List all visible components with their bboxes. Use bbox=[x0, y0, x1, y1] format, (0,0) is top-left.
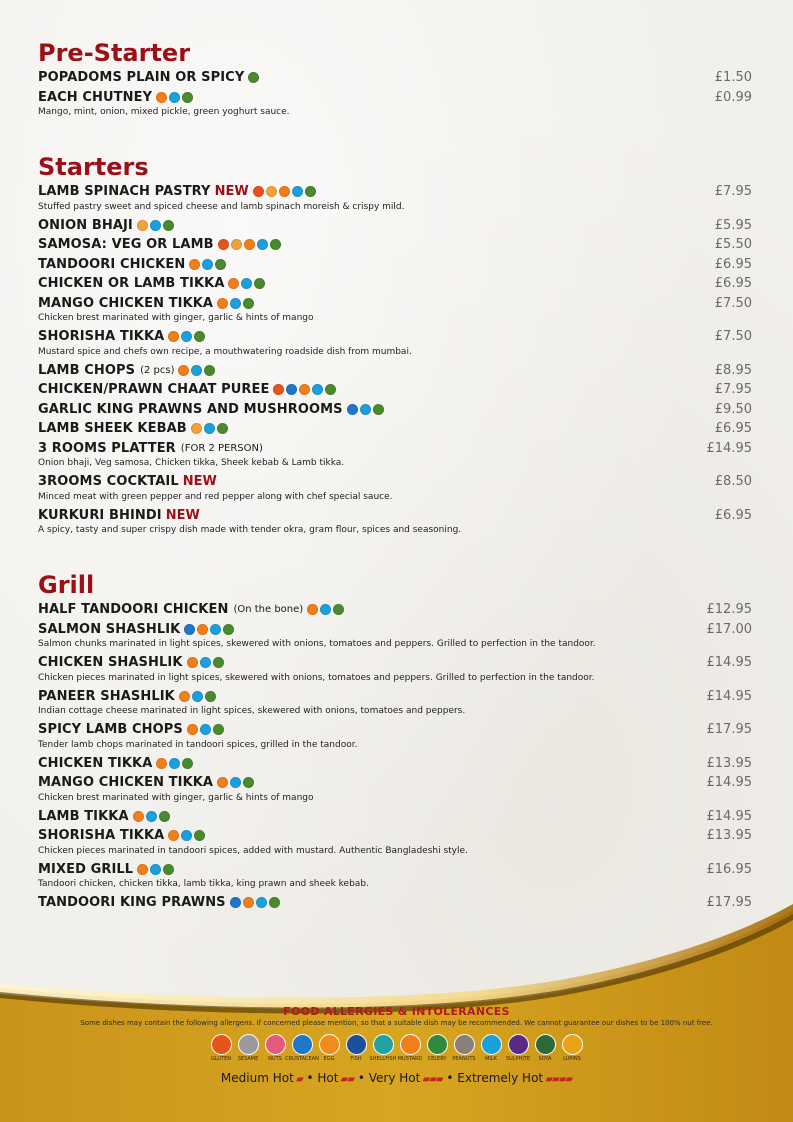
dish-description: Mango, mint, onion, mixed pickle, green yoghurt sauce. bbox=[38, 107, 290, 117]
allergen-icons bbox=[217, 298, 254, 309]
dish-price: £12.95 bbox=[706, 602, 752, 618]
allergy-subtitle: Some dishes may contain the following allergens. If concerned please mention, so that a suitable dish may be recommended. We cannot guarantee our dishes to be 100% nut free. bbox=[80, 1019, 713, 1027]
dish-description: Chicken brest marinated with ginger, garlic & hints of mango bbox=[38, 792, 314, 803]
menu-item bbox=[38, 68, 752, 88]
menu-item-row bbox=[38, 216, 752, 236]
allergen-shellfish bbox=[371, 1034, 395, 1062]
section-title: Grill bbox=[38, 571, 95, 599]
chili-icon: ▰▰ bbox=[338, 1074, 355, 1085]
dish-name: SHORISHA TIKKA bbox=[38, 828, 165, 844]
dish-name: CHICKEN TIKKA bbox=[38, 755, 153, 771]
menu-item bbox=[38, 860, 752, 891]
dish-price: £5.95 bbox=[714, 217, 752, 233]
vegan-green-icon bbox=[182, 92, 193, 103]
new-badge: NEW bbox=[214, 184, 249, 200]
dish-description: A spicy, tasty and super crispy dish made with tender okra, gram flour, spices and seasoning. bbox=[38, 525, 462, 535]
milk-blue-icon bbox=[320, 604, 331, 615]
dish-description: Salmon chunks marinated in light spices, skewered with onions, tomatoes and peppers. Grilled to perfection in the tandoor. bbox=[38, 639, 596, 649]
gluten-orange-icon bbox=[273, 384, 284, 395]
mustard-orange-icon bbox=[156, 758, 167, 769]
menu-item-row bbox=[38, 400, 752, 420]
dish-price: £17.95 bbox=[706, 722, 752, 738]
allergen-label: LUPINS bbox=[563, 1056, 581, 1062]
menu-item bbox=[38, 720, 752, 751]
menu-item bbox=[38, 600, 752, 620]
dish-description: Minced meat with green pepper and red pepper along with chef special sauce. bbox=[38, 491, 393, 502]
dish-note: (2 pcs) bbox=[140, 364, 175, 376]
dish-price: £0.99 bbox=[714, 89, 752, 105]
dish-description: Tender lamb chops marinated in tandoori spices, grilled in the tandoor. bbox=[38, 739, 358, 750]
allergen-label: SHELLFISH bbox=[369, 1056, 397, 1062]
dish-note: (On the bone) bbox=[233, 604, 304, 616]
vegan-green-icon bbox=[194, 830, 205, 841]
allergen-legend bbox=[0, 1034, 793, 1062]
mustard-orange-icon bbox=[156, 92, 167, 103]
menu-section bbox=[38, 152, 752, 536]
heat-separator: • bbox=[302, 1071, 318, 1085]
heat-separator: • bbox=[354, 1071, 369, 1085]
menu-item bbox=[38, 235, 752, 255]
menu-item-row bbox=[38, 620, 752, 640]
allergen-gluten bbox=[209, 1034, 233, 1062]
allergen-icons bbox=[156, 92, 193, 103]
milk-blue-icon bbox=[202, 259, 213, 270]
mustard-orange-icon bbox=[228, 278, 239, 289]
dish-price: £7.95 bbox=[714, 382, 752, 398]
allergen-icons bbox=[179, 691, 216, 702]
dish-price: £8.95 bbox=[714, 362, 752, 378]
allergen-sulphite bbox=[506, 1034, 530, 1062]
gluten-orange-icon bbox=[218, 239, 229, 250]
dish-description: Mustard spice and chefs own recipe, a mouthwatering roadside dish from mumbai. bbox=[38, 346, 412, 357]
menu-item bbox=[38, 380, 752, 400]
mustard-orange-icon bbox=[137, 864, 148, 875]
milk-blue-icon bbox=[230, 298, 241, 309]
menu-item bbox=[38, 506, 752, 537]
allergen-label: MUSTARD bbox=[397, 1056, 423, 1062]
mustard-orange-icon bbox=[244, 239, 255, 250]
milk-blue-icon bbox=[192, 691, 203, 702]
mustard-orange-icon bbox=[178, 365, 189, 376]
milk-blue-icon bbox=[146, 811, 157, 822]
vegan-green-icon bbox=[213, 724, 224, 735]
milk-blue-icon bbox=[200, 724, 211, 735]
dish-price: £14.95 bbox=[706, 440, 752, 456]
vegan-green-icon bbox=[204, 365, 215, 376]
dish-name: LAMB CHOPS bbox=[38, 362, 136, 378]
vegan-green-icon bbox=[182, 758, 193, 769]
menu-item bbox=[38, 255, 752, 275]
menu-item bbox=[38, 274, 752, 294]
mustard-orange-icon bbox=[189, 259, 200, 270]
menu-item bbox=[38, 826, 752, 857]
menu-item-row bbox=[38, 274, 752, 294]
milk-blue-icon bbox=[257, 239, 268, 250]
celery-icon bbox=[427, 1034, 448, 1055]
allergen-nuts bbox=[263, 1034, 287, 1062]
heat-separator: • bbox=[442, 1071, 458, 1085]
menu-item-row bbox=[38, 327, 752, 347]
dish-price: £14.95 bbox=[706, 775, 752, 791]
mustard-orange-icon bbox=[187, 724, 198, 735]
dish-price: £9.50 bbox=[714, 401, 752, 417]
allergen-icons bbox=[184, 624, 234, 635]
vegan-green-icon bbox=[248, 72, 259, 83]
dish-name: 3ROOMS COCKTAIL bbox=[38, 474, 179, 490]
allergen-peanuts bbox=[452, 1034, 476, 1062]
mustard-orange-icon bbox=[133, 811, 144, 822]
allergen-icons bbox=[217, 777, 254, 788]
dish-price: £13.95 bbox=[706, 755, 752, 771]
allergen-fish bbox=[344, 1034, 368, 1062]
vegan-green-icon bbox=[333, 604, 344, 615]
dish-description: Chicken brest marinated with ginger, garlic & hints of mango bbox=[38, 313, 314, 323]
dish-price: £13.95 bbox=[706, 828, 752, 844]
nut-icon bbox=[265, 1034, 286, 1055]
dish-price: £14.95 bbox=[706, 808, 752, 824]
dish-name: CHICKEN SHASHLIK bbox=[38, 655, 183, 671]
allergen-icons bbox=[178, 365, 215, 376]
dish-name: SALMON SHASHLIK bbox=[38, 621, 181, 637]
dish-description: Tandoori chicken, chicken tikka, lamb tikka, king prawn and sheek kebab. bbox=[38, 879, 369, 889]
dish-name: LAMB SHEEK KEBAB bbox=[38, 421, 187, 437]
milk-blue-icon bbox=[200, 657, 211, 668]
milk-blue-icon bbox=[181, 830, 192, 841]
dish-name: 3 ROOMS PLATTER bbox=[38, 440, 176, 456]
milk-blue-icon bbox=[292, 186, 303, 197]
menu-section bbox=[38, 570, 752, 913]
dish-price: £7.95 bbox=[714, 184, 752, 200]
menu-item-row bbox=[38, 687, 752, 707]
vegan-green-icon bbox=[205, 691, 216, 702]
dish-price: £6.95 bbox=[714, 276, 752, 292]
allergen-label: CRUSTACEAN bbox=[285, 1056, 319, 1062]
allergen-icons bbox=[137, 220, 174, 231]
menu-item bbox=[38, 294, 752, 325]
allergen-crustacean bbox=[285, 1034, 319, 1062]
menu-item bbox=[38, 361, 752, 381]
menu-item-row bbox=[38, 419, 752, 439]
section-gap bbox=[38, 548, 752, 570]
allergen-icons bbox=[168, 830, 205, 841]
allergen-label: CELERY bbox=[427, 1056, 447, 1062]
dish-name: MANGO CHICKEN TIKKA bbox=[38, 775, 214, 791]
dish-name: SPICY LAMB CHOPS bbox=[38, 722, 183, 738]
allergy-title: FOOD ALLERGIES & INTOLERANCES bbox=[283, 1005, 510, 1018]
allergen-label: MILK bbox=[485, 1056, 497, 1062]
allergen-icons bbox=[347, 404, 384, 415]
dish-price: £8.50 bbox=[714, 474, 752, 490]
chili-icon: ▰▰▰▰ bbox=[543, 1074, 573, 1085]
dish-price: £16.95 bbox=[706, 861, 752, 877]
menu-item-row bbox=[38, 439, 752, 459]
dish-price: £6.95 bbox=[714, 507, 752, 523]
allergen-label: SULPHITE bbox=[505, 1056, 531, 1062]
heat-label: Very Hot bbox=[368, 1071, 421, 1085]
egg-orange-icon bbox=[191, 423, 202, 434]
milk-blue-icon bbox=[312, 384, 323, 395]
dish-name: LAMB SPINACH PASTRY bbox=[38, 184, 211, 200]
milk-blue-icon bbox=[230, 777, 241, 788]
menu-item-row bbox=[38, 68, 752, 88]
allergen-icons bbox=[156, 758, 193, 769]
milk-blue-icon bbox=[169, 758, 180, 769]
milk-blue-icon bbox=[360, 404, 371, 415]
menu-item-row bbox=[38, 826, 752, 846]
menu-item bbox=[38, 419, 752, 439]
dish-description: Indian cottage cheese marinated in light spices, skewered with onions, tomatoes and peppers. bbox=[38, 706, 466, 716]
fish-icon bbox=[346, 1034, 367, 1055]
mustard-orange-icon bbox=[217, 298, 228, 309]
vegan-green-icon bbox=[325, 384, 336, 395]
allergen-mustard bbox=[398, 1034, 422, 1062]
menu-item-row bbox=[38, 860, 752, 880]
crustacean-blue-icon bbox=[286, 384, 297, 395]
mustard-orange-icon bbox=[168, 830, 179, 841]
vegan-green-icon bbox=[194, 331, 205, 342]
allergen-icons bbox=[307, 604, 344, 615]
menu-item-row bbox=[38, 294, 752, 314]
section-title: Pre-Starter bbox=[38, 39, 191, 67]
chili-icon: ▰▰▰ bbox=[420, 1074, 443, 1085]
vegan-green-icon bbox=[223, 624, 234, 635]
egg-orange-icon bbox=[137, 220, 148, 231]
dish-name: ONION BHAJI bbox=[38, 217, 133, 233]
menu-item bbox=[38, 216, 752, 236]
vegan-green-icon bbox=[217, 423, 228, 434]
dish-price: £14.95 bbox=[706, 688, 752, 704]
menu-item-row bbox=[38, 380, 752, 400]
dish-name: HALF TANDOORI CHICKEN bbox=[38, 602, 229, 618]
heat-label: Medium Hot bbox=[220, 1071, 294, 1085]
menu-item-row bbox=[38, 255, 752, 275]
menu-item-row bbox=[38, 506, 752, 526]
milk-blue-icon bbox=[150, 864, 161, 875]
crab-icon bbox=[292, 1034, 313, 1055]
allergen-icons bbox=[191, 423, 228, 434]
crustacean-blue-icon bbox=[347, 404, 358, 415]
menu-item-row bbox=[38, 754, 752, 774]
milk-blue-icon bbox=[204, 423, 215, 434]
heat-label: Extremely Hot bbox=[457, 1071, 544, 1085]
shell-icon bbox=[373, 1034, 394, 1055]
dish-name: TANDOORI CHICKEN bbox=[38, 256, 186, 272]
menu-content bbox=[38, 38, 752, 925]
menu-item bbox=[38, 439, 752, 470]
allergen-icons bbox=[218, 239, 281, 250]
menu-item-row bbox=[38, 653, 752, 673]
dish-description: Chicken pieces marinated in light spices, skewered with onions, tomatoes and peppers. Grilled to perfection in the tandoor. bbox=[38, 672, 595, 683]
dish-price: £6.95 bbox=[714, 421, 752, 437]
mustard-orange-icon bbox=[279, 186, 290, 197]
dish-name: SAMOSA: VEG OR LAMB bbox=[38, 237, 214, 253]
dish-description: Stuffed pastry sweet and spiced cheese and lamb spinach moreish & crispy mild. bbox=[38, 201, 405, 212]
peanut-icon bbox=[454, 1034, 475, 1055]
soya-icon bbox=[535, 1034, 556, 1055]
menu-item-row bbox=[38, 720, 752, 740]
chili-icon: ▰ bbox=[293, 1074, 303, 1085]
menu-item bbox=[38, 807, 752, 827]
menu-item bbox=[38, 773, 752, 804]
menu-item bbox=[38, 327, 752, 358]
menu-item-row bbox=[38, 361, 752, 381]
dish-name: MANGO CHICKEN TIKKA bbox=[38, 295, 214, 311]
mustard-orange-icon bbox=[179, 691, 190, 702]
menu-item-row bbox=[38, 600, 752, 620]
dish-price: £14.95 bbox=[706, 655, 752, 671]
allergen-icons bbox=[253, 186, 316, 197]
menu-item-row bbox=[38, 807, 752, 827]
dish-name: SHORISHA TIKKA bbox=[38, 329, 165, 345]
dish-price: £17.00 bbox=[706, 621, 752, 637]
dish-name: LAMB TIKKA bbox=[38, 808, 129, 824]
mustard-orange-icon bbox=[307, 604, 318, 615]
allergen-icons bbox=[228, 278, 265, 289]
dish-description: Onion bhaji, Veg samosa, Chicken tikka, Sheek kebab & Lamb tikka. bbox=[38, 458, 345, 468]
menu-item-row bbox=[38, 182, 752, 202]
allergen-label: PEANUTS bbox=[452, 1056, 476, 1062]
vegan-green-icon bbox=[373, 404, 384, 415]
vegan-green-icon bbox=[163, 220, 174, 231]
milk-blue-icon bbox=[241, 278, 252, 289]
dish-name: CHICKEN/PRAWN CHAAT PUREE bbox=[38, 382, 270, 398]
menu-item-row bbox=[38, 235, 752, 255]
dish-name: MIXED GRILL bbox=[38, 861, 134, 877]
allergen-egg bbox=[317, 1034, 341, 1062]
dish-name: TANDOORI KING PRAWNS bbox=[38, 895, 226, 911]
egg-orange-icon bbox=[231, 239, 242, 250]
menu-item-row bbox=[38, 88, 752, 108]
crustacean-blue-icon bbox=[184, 624, 195, 635]
milk-icon bbox=[481, 1034, 502, 1055]
vegan-green-icon bbox=[270, 239, 281, 250]
allergen-label: GLUTEN bbox=[210, 1056, 232, 1062]
allergen-label: SOYA bbox=[538, 1056, 552, 1062]
vegan-green-icon bbox=[215, 259, 226, 270]
allergen-lupins bbox=[560, 1034, 584, 1062]
dish-price: £6.95 bbox=[714, 256, 752, 272]
section-gap bbox=[38, 130, 752, 152]
mustard-orange-icon bbox=[168, 331, 179, 342]
gluten-orange-icon bbox=[253, 186, 264, 197]
dish-price: £5.50 bbox=[714, 237, 752, 253]
sesame-icon bbox=[238, 1034, 259, 1055]
wheat-icon bbox=[211, 1034, 232, 1055]
dish-name: PANEER SHASHLIK bbox=[38, 688, 175, 704]
menu-item-row bbox=[38, 773, 752, 793]
menu-item bbox=[38, 754, 752, 774]
dish-name: CHICKEN OR LAMB TIKKA bbox=[38, 276, 225, 292]
allergen-label: SESAME bbox=[237, 1056, 259, 1062]
allergen-footer bbox=[0, 1000, 793, 1122]
allergen-icons bbox=[168, 331, 205, 342]
milk-blue-icon bbox=[150, 220, 161, 231]
milk-blue-icon bbox=[169, 92, 180, 103]
allergen-milk bbox=[479, 1034, 503, 1062]
vegan-green-icon bbox=[305, 186, 316, 197]
sulphite-icon bbox=[508, 1034, 529, 1055]
mustard-orange-icon bbox=[299, 384, 310, 395]
menu-item bbox=[38, 472, 752, 503]
vegan-green-icon bbox=[254, 278, 265, 289]
lupin-icon bbox=[562, 1034, 583, 1055]
allergen-icons bbox=[187, 657, 224, 668]
allergen-icons bbox=[133, 811, 170, 822]
allergen-label: EGG bbox=[323, 1056, 335, 1062]
mustard-orange-icon bbox=[187, 657, 198, 668]
dish-name: KURKURI BHINDI bbox=[38, 507, 162, 523]
dish-name: EACH CHUTNEY bbox=[38, 89, 153, 105]
allergen-soya bbox=[533, 1034, 557, 1062]
menu-section bbox=[38, 38, 752, 118]
allergen-label: FISH bbox=[350, 1056, 362, 1062]
dish-description: Chicken pieces marinated in tandoori spices, added with mustard. Authentic Bangladeshi style. bbox=[38, 845, 468, 856]
new-badge: NEW bbox=[165, 507, 200, 523]
milk-blue-icon bbox=[191, 365, 202, 376]
allergen-icons bbox=[189, 259, 226, 270]
dish-price: £7.50 bbox=[714, 295, 752, 311]
egg-orange-icon bbox=[266, 186, 277, 197]
menu-item bbox=[38, 687, 752, 718]
allergen-label: NUTS bbox=[268, 1056, 282, 1062]
vegan-green-icon bbox=[159, 811, 170, 822]
vegan-green-icon bbox=[243, 298, 254, 309]
vegan-green-icon bbox=[243, 777, 254, 788]
new-badge: NEW bbox=[182, 474, 217, 490]
allergen-sesame bbox=[236, 1034, 260, 1062]
allergen-icons bbox=[187, 724, 224, 735]
dish-price: £1.50 bbox=[714, 70, 752, 86]
menu-item bbox=[38, 88, 752, 119]
dish-name: POPADOMS PLAIN OR SPICY bbox=[38, 70, 245, 86]
menu-item bbox=[38, 653, 752, 684]
menu-item-row bbox=[38, 472, 752, 492]
vegan-green-icon bbox=[163, 864, 174, 875]
allergen-icons bbox=[273, 384, 336, 395]
menu-item bbox=[38, 182, 752, 213]
egg-icon bbox=[319, 1034, 340, 1055]
dish-name: GARLIC KING PRAWNS AND MUSHROOMS bbox=[38, 401, 343, 417]
heat-label: Hot bbox=[317, 1071, 339, 1085]
dish-price: £7.50 bbox=[714, 329, 752, 345]
heat-legend bbox=[0, 1071, 793, 1085]
mustard-orange-icon bbox=[197, 624, 208, 635]
menu-item bbox=[38, 400, 752, 420]
section-title: Starters bbox=[38, 153, 149, 181]
milk-blue-icon bbox=[210, 624, 221, 635]
allergen-icons bbox=[248, 72, 259, 83]
mustard-icon bbox=[400, 1034, 421, 1055]
allergen-celery bbox=[425, 1034, 449, 1062]
allergen-icons bbox=[137, 864, 174, 875]
vegan-green-icon bbox=[213, 657, 224, 668]
dish-note: (FOR 2 PERSON) bbox=[180, 442, 263, 454]
menu-item bbox=[38, 620, 752, 651]
mustard-orange-icon bbox=[217, 777, 228, 788]
milk-blue-icon bbox=[181, 331, 192, 342]
dish-price: £17.95 bbox=[706, 895, 752, 911]
